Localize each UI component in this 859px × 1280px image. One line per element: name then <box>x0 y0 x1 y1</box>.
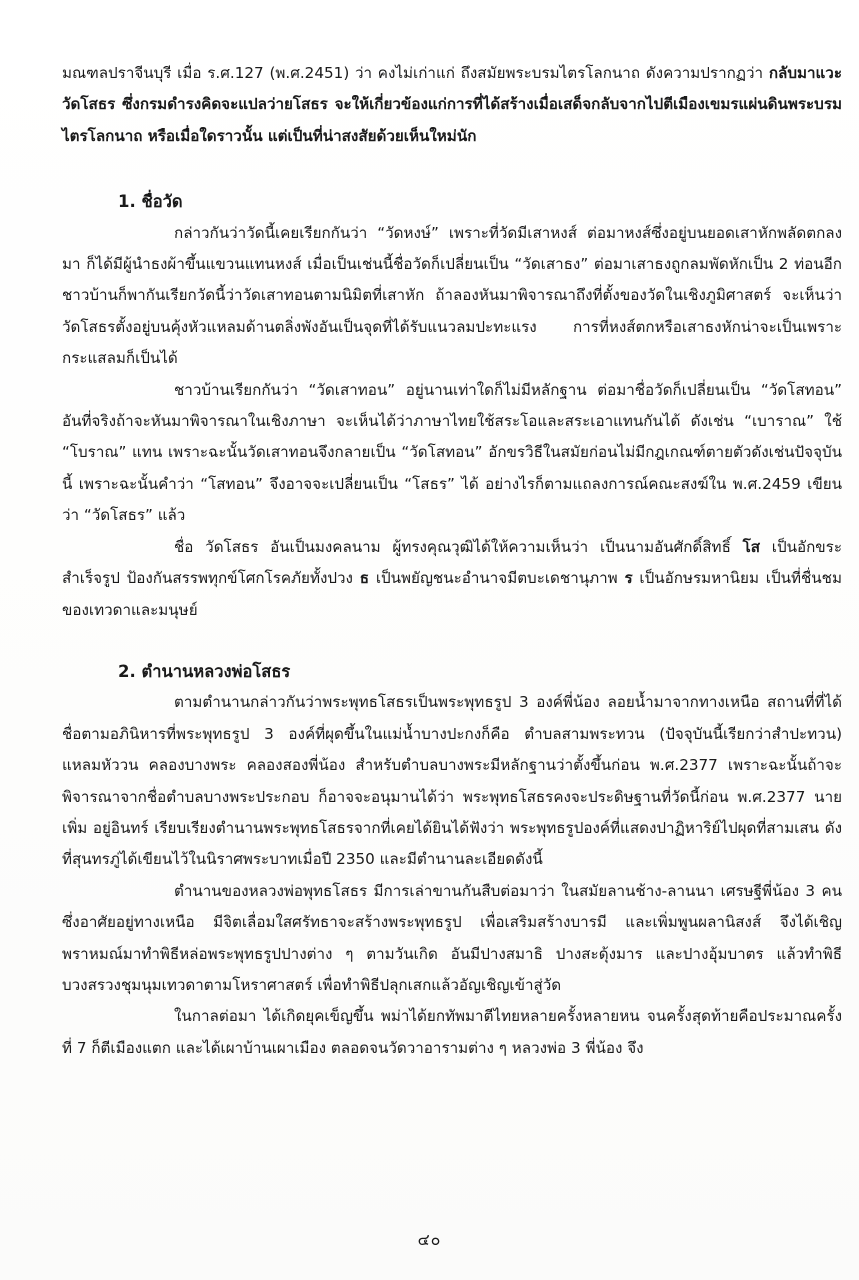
letter-ro: ร <box>624 569 633 588</box>
page-number: ๔๐ <box>417 1230 442 1249</box>
section-1-paragraph-2: ชาวบ้านเรียกกันว่า “วัดเสาทอน” อยู่นานเท่าใดก็ไม่มีหลักฐาน ต่อมาชื่อวัดก็เปลี่ยนเป็น “วัดโสทอน” อันที่จริงถ้าจะหันมาพิจารณาในเชิงภาษา จะเห็นได้ว่าภาษาไทยใช้สระโอและสระเอาแทนกันได้ ดังเช่น “เบาราณ” ใช้ “โบราณ” แทน เพราะฉะนั้นวัดเสาทอนจึงกลายเป็น “วัดโสทอน” อักขรวิธีในสมัยก่อนไม่มีกฎเกณฑ์ตายตัวดังเช่นปัจจุบันนี้ เพราะฉะนั้นคำว่า “โสทอน” จึงอาจจะเปลี่ยนเป็น “โสธร” ได้ อย่างไรก็ตามแถลงการณ์คณะสงฆ์ใน พ.ศ.2459 เขียนว่า “วัดโสธร” แล้ว <box>62 380 842 525</box>
intro-bold-text: กลับมาแวะวัดโสธร ซึ่งกรมดำรงคิดจะแปลว่ายโสธร จะให้เกี่ยวข้องแก่การที่ได้สร้างเมื่อเสด็จกลับจากไปตีเมืองเขมรแผ่นดินพระบรมไตรโลกนาถ หรือเมื่อใดราวนั้น แต่เป็นที่น่าสงสัยด้วยเห็นใหม่นัก <box>62 64 842 145</box>
section-2-paragraph-3: ในกาลต่อมา ได้เกิดยุคเข็ญขึ้น พม่าได้ยกทัพมาตีไทยหลายครั้งหลายหน จนครั้งสุดท้ายคือประมาณครั้งที่ 7 ก็ตีเมืองแตก และได้เผาบ้านเผาเมือง ตลอดจนวัดวาอารามต่าง ๆ หลวงพ่อ 3 พี่น้อง จึง <box>62 1007 842 1057</box>
section-2-heading: 2. ตำนานหลวงพ่อโสธร <box>118 661 291 681</box>
section-1-heading: 1. ชื่อวัด <box>118 192 183 212</box>
letter-tho: ธ <box>359 569 370 588</box>
intro-plain-text: มณฑลปราจีนบุรี เมื่อ ร.ศ.127 (พ.ศ.2451) ว่า คงไม่เก่าแก่ ถึงสมัยพระบรมไตรโลกนาถ ดังความปรากฏว่า <box>62 64 769 82</box>
section-2-paragraph-1: ตามตำนานกล่าวกันว่าพระพุทธโสธรเป็นพระพุทธรูป 3 องค์พี่น้อง ลอยน้ำมาจากทางเหนือ สถานที่ที่ได้ชื่อตามอภินิหารที่พระพุทธรูป 3 องค์ที่ผุดขึ้นในแม่น้ำบางปะกงก็คือ ตำบลสามพระทวน (ปัจจุบันนี้เรียกว่าสำปะทวน) แหลมหัววน คลองบางพระ คลองสองพี่น้อง สำหรับตำบลบางพระมีหลักฐานว่าตั้งขึ้นก่อน พ.ศ.2377 เพราะฉะนั้นถ้าจะพิจารณาจากชื่อตำบลบางพระประกอบ ก็อาจจะอนุมานได้ว่า พระพุทธโสธรคงจะประดิษฐานที่วัดนี้ก่อน พ.ศ.2377 นายเพิ่ม อยู่อินทร์ เรียบเรียงตำนานพระพุทธโสธรจากที่เคยได้ยินได้ฟังว่า พระพุทธรูปองค์ที่แสดงปาฏิหาริย์ไปผุดที่สามเสน ดังที่สุนทรภู่ได้เขียนไว้ในนิราศพระบาทเมื่อปี 2350 และมีตำนานละเอียดดังนี้ <box>62 693 842 869</box>
text-column <box>62 58 842 1064</box>
letter-ro-meaning: เป็นอักษรมหานิยม เป็นที่ชื่นชมของเทวดาและมนุษย์ <box>62 569 842 619</box>
section-2-paragraph-2: ตำนานของหลวงพ่อพุทธโสธร มีการเล่าขานกันสืบต่อมาว่า ในสมัยลานช้าง-ลานนา เศรษฐีพี่น้อง 3 คน ซึ่งอาศัยอยู่ทางเหนือ มีจิตเลื่อมใสศรัทธาจะสร้างพระพุทธรูป เพื่อเสริมสร้างบารมี และเพิ่มพูนผลานิสงส์ จึงได้เชิญพราหมณ์มาทำพิธีหล่อพระพุทธรูปปางต่าง ๆ ตามวันเกิด อันมีปางสมาธิ ปางสะดุ้งมาร และปางอุ้มบาตร แล้วทำพิธีบวงสรวงชุมนุมเทวดาตามโหราศาสตร์ เพื่อทำพิธีปลุกเสกแล้วอัญเชิญเข้าสู่วัด <box>62 881 842 994</box>
letter-tho-meaning: เป็นพยัญชนะอำนาจมีตบะเดชานุภาพ <box>369 569 625 588</box>
section-1-paragraph-1: กล่าวกันว่าวัดนี้เคยเรียกกันว่า “วัดหงษ์” เพราะที่วัดมีเสาหงส์ ต่อมาหงส์ซึ่งอยู่บนยอดเสาหักพลัดตกลงมา ก็ได้มีผู้นำธงผ้าขึ้นแขวนแทนหงส์ เมื่อเป็นเช่นนี้ชื่อวัดก็เปลี่ยนเป็น “วัดเสาธง” ต่อมาเสาธงถูกลมพัดหักเป็น 2 ท่อนอีก ชาวบ้านก็พากันเรียกวัดนี้ว่าวัดเสาทอนตามนิมิตที่เสาหัก ถ้าลองหันมาพิจารณาถึงที่ตั้งของวัดในเชิงภูมิศาสตร์ จะเห็นว่าวัดโสธรตั้งอยู่บนคุ้งหัวแหลมด้านตลิ่งพังอันเป็นจุดที่ได้รับแนวลมปะทะแรง การที่หงส์ตกหรือเสาธงหักน่าจะเป็นเพราะกระแสลมก็เป็นได้ <box>62 223 842 368</box>
section-1-paragraph-3 <box>62 532 842 626</box>
intro-paragraph <box>62 58 842 152</box>
name-meaning-intro: ชื่อ วัดโสธร อันเป็นมงคลนาม ผู้ทรงคุณวุฒิได้ให้ความเห็นว่า เป็นนามอันศักดิ์สิทธิ์ <box>174 537 743 556</box>
syllable-so: โส <box>742 537 761 556</box>
syllable-so-meaning: เป็นอักขระสำเร็จรูป ป้องกันสรรพทุกข์โศกโรคภัยทั้งปวง <box>62 537 843 588</box>
